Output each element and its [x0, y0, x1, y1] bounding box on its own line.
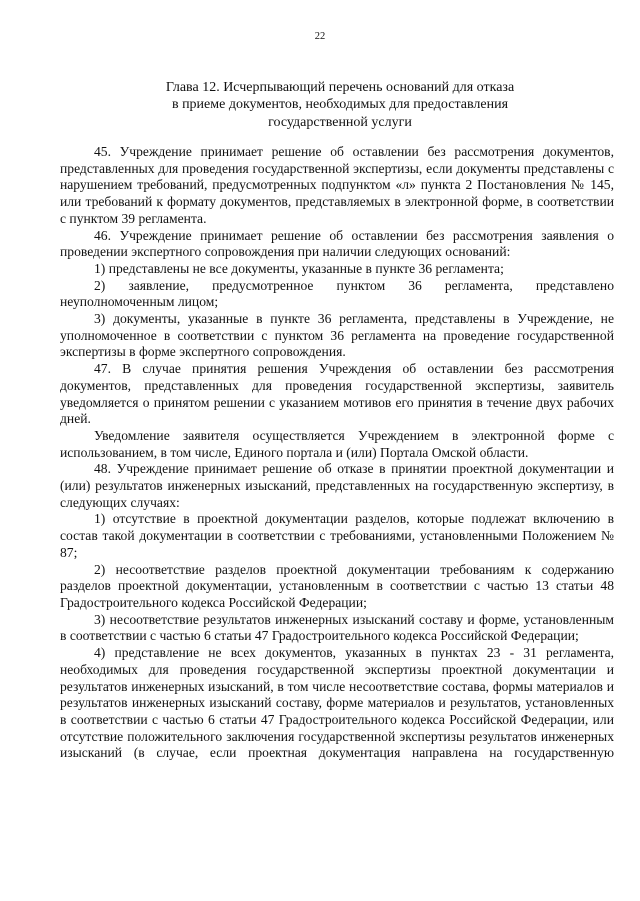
paragraph-48-item-4: 4) представление не всех документов, указанных в пунктах 23 - 31 регламента, необходимых для проведения государственной экспертизы проектной документации и результатов инженерных изысканий, в том числе несоответствие состава, формы материалов и результатов инженерных изысканий составу, форме материалов и результатов, установленных в соответствии с частью 6 статьи 47 Градостроительного кодекса Российской Федерации, или отсутствие положительного заключения государственной экспертизы результатов инженерных изысканий (в случае, если проектная документация направлена на государственную	[60, 645, 614, 761]
paragraph-47: 47. В случае принятия решения Учреждения об оставлении без рассмотрения документов, представленных для проведения государственной экспертизы, заявитель уведомляется о принятом решении с указанием мотивов его принятия в течение двух рабочих дней.	[60, 361, 614, 427]
paragraph-47-notification: Уведомление заявителя осуществляется Учреждением в электронной форме с использованием, в том числе, Единого портала и (или) Портала Омской области.	[60, 427, 614, 460]
paragraph-46: 46. Учреждение принимает решение об оставлении без рассмотрения заявления о проведении экспертного сопровождения при наличии следующих оснований:	[60, 227, 614, 260]
paragraph-48-item-2: 2) несоответствие разделов проектной документации требованиям к содержанию разделов проектной документации, установленным в соответствии с частью 13 статьи 48 Градостроительного кодекса Российской Федерации;	[60, 561, 614, 610]
paragraph-48-item-1: 1) отсутствие в проектной документации разделов, которые подлежат включению в состав такой документации в соответствии с требованиями, установленными Положением № 87;	[60, 511, 614, 560]
paragraph-46-item-3: 3) документы, указанные в пункте 36 регламента, представлены в Учреждение, не уполномоченное в соответствии с пунктом 36 регламента на проведение государственной экспертизы в форме экспертного сопровождения.	[60, 311, 614, 360]
chapter-heading-line: Глава 12. Исчерпывающий перечень оснований для отказа	[165, 80, 515, 95]
page-number: 22	[314, 31, 326, 42]
paragraph-48-item-3: 3) несоответствие результатов инженерных изысканий составу и форме, установленным в соответствии с частью 6 статьи 47 Градостроительного кодекса Российской Федерации;	[60, 611, 614, 644]
paragraph-48: 48. Учреждение принимает решение об отказе в принятии проектной документации и (или) результатов инженерных изысканий, представленных на государственную экспертизу, в следующих случаях:	[60, 461, 614, 510]
paragraph-46-item-1: 1) представлены не все документы, указанные в пункте 36 регламента;	[94, 260, 504, 276]
chapter-heading-line: в приеме документов, необходимых для предоставления	[171, 97, 509, 113]
paragraph-46-item-2: 2) заявление, предусмотренное пунктом 36 регламента, представлено неуполномоченным лицом;	[60, 277, 614, 310]
chapter-heading-line: государственной услуги	[268, 114, 412, 130]
document-body	[60, 144, 614, 762]
paragraph-45: 45. Учреждение принимает решение об оставлении без рассмотрения документов, представленных для проведения государственной экспертизы, если документы представлены с нарушением требований, предусмотренных подпунктом «л» пункта 2 Постановления № 145, или требований к формату документов, представляемых в электронной форме, в соответствии с пунктом 39 регламента.	[60, 144, 614, 226]
chapter-heading	[60, 79, 620, 131]
